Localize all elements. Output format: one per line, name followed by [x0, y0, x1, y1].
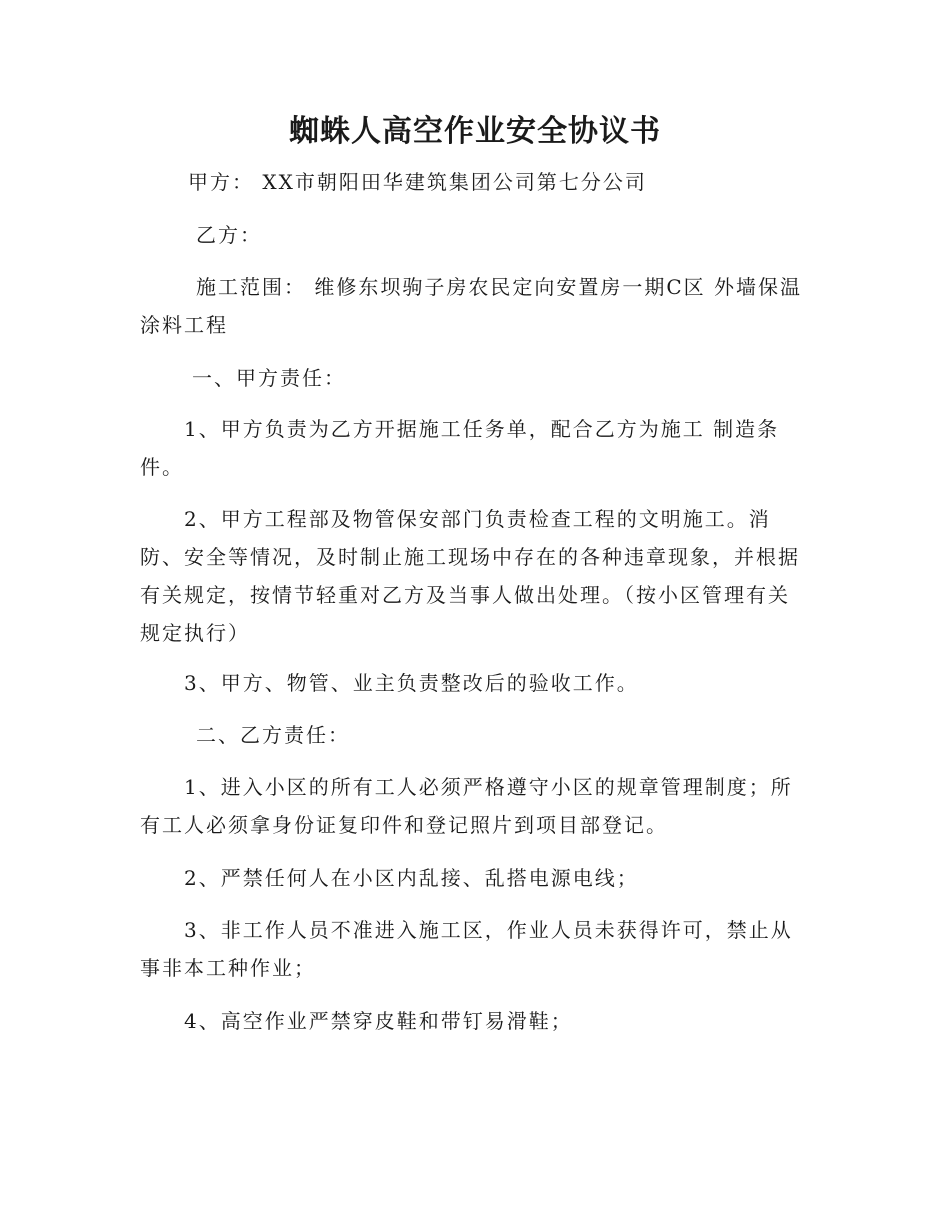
paragraph: 二、乙方责任：: [196, 723, 350, 747]
paragraph: 一、甲方责任：: [192, 366, 346, 390]
paragraph: 甲方： XX市朝阳田华建筑集团公司第七分公司: [188, 170, 647, 194]
paragraph: 乙方：: [196, 223, 262, 247]
paragraph: 1、进入小区的所有工人必须严格遵守小区的规章管理制度；所有工人必须拿身份证复印件和登记照片到项目部登记。: [140, 775, 793, 837]
paragraph: 2、甲方工程部及物管保安部门负责检查工程的文明施工。消防、安全等情况，及时制止施工现场中存在的各种违章现象，并根据有关规定，按情节轻重对乙方及当事人做出处理。（按小区管理有关规定执行）: [140, 507, 800, 645]
paragraph: 3、甲方、物管、业主负责整改后的验收工作。: [184, 671, 639, 695]
paragraph: 4、高空作业严禁穿皮鞋和带钉易滑鞋；: [184, 1009, 573, 1033]
paragraph: 3、非工作人员不准进入施工区，作业人员未获得许可，禁止从事非本工种作业；: [140, 918, 793, 980]
document-title: 蜘蛛人高空作业安全协议书: [289, 114, 661, 149]
paragraph: 2、严禁任何人在小区内乱接、乱搭电源电线；: [184, 866, 639, 890]
paragraph: 施工范围： 维修东坝驹子房农民定向安置房一期C区 外墙保温涂料工程: [140, 275, 803, 337]
paragraph: 1、甲方负责为乙方开据施工任务单，配合乙方为施工 制造条件。: [140, 417, 780, 479]
